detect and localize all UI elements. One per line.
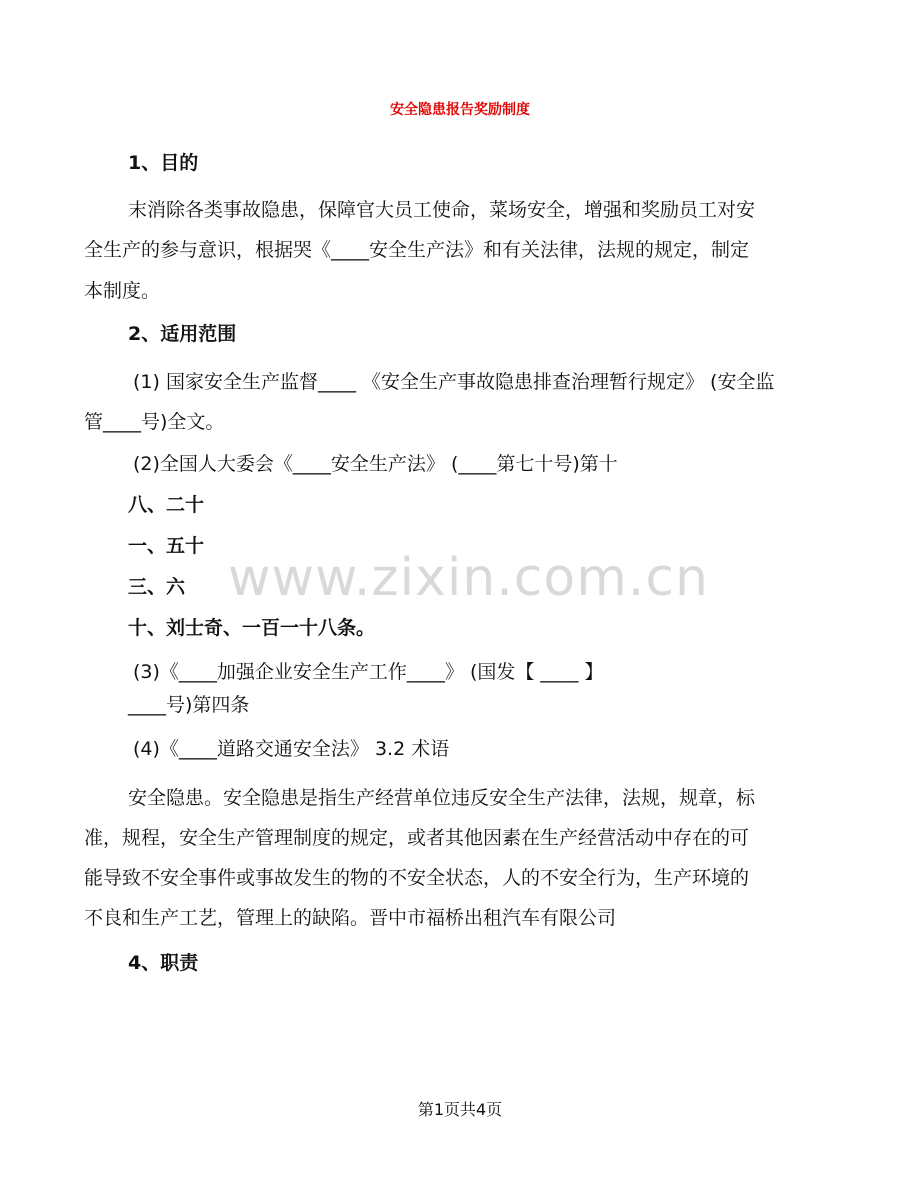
scope-bold-line: 一、五十 (128, 535, 205, 557)
page-number: 第1页共4页 (417, 1100, 503, 1119)
section-1-line: 末消除各类事故隐患，保障官大员工使命，菜场安全，增强和奖励员工对安 (128, 199, 756, 221)
scope-bold-line: 三、六 (128, 576, 186, 598)
scope-item-line: (1) 国家安全生产监督____ 《安全生产事故隐患排查治理暂行规定》 (安全监 (133, 371, 775, 393)
definition-line: 能导致不安全事件或事故发生的物的不安全状态，人的不安全行为，生产环境的 (84, 867, 750, 889)
section-2-heading: 2、适用范围 (128, 323, 237, 345)
section-1-heading: 1、目的 (128, 152, 199, 174)
document-title: 安全隐患报告奖励制度 (390, 102, 530, 118)
scope-bold-line: 十、刘士奇、一百一十八条。 (128, 617, 376, 639)
scope-item-line: 管____号)全文。 (84, 411, 225, 433)
scope-item-line: (4)《____道路交通安全法》 3.2 术语 (133, 738, 450, 760)
section-1-line: 全生产的参与意识，根据哭《____安全生产法》和有关法律，法规的规定，制定 (84, 239, 750, 261)
scope-bold-line: 八、二十 (128, 494, 205, 516)
definition-line: 准，规程，安全生产管理制度的规定，或者其他因素在生产经营活动中存在的可 (84, 827, 750, 849)
scope-item-line: (3)《____加强企业安全生产工作____》 (国发【 ____ 】 (133, 661, 604, 683)
definition-line: 不良和生产工艺，管理上的缺陷。晋中市福桥出租汽车有限公司 (84, 907, 617, 929)
section-4-heading: 4、职责 (128, 952, 199, 974)
watermark: www.zixin.com.cn (228, 548, 709, 608)
definition-line: 安全隐患。安全隐患是指生产经营单位违反安全生产法律，法规，规章，标 (128, 787, 756, 809)
section-1-line: 本制度。 (84, 280, 161, 302)
scope-item-line: (2)全国人大委会《____安全生产法》 (____第七十号)第十 (133, 453, 618, 475)
scope-item-line: ____号)第四条 (128, 694, 250, 716)
